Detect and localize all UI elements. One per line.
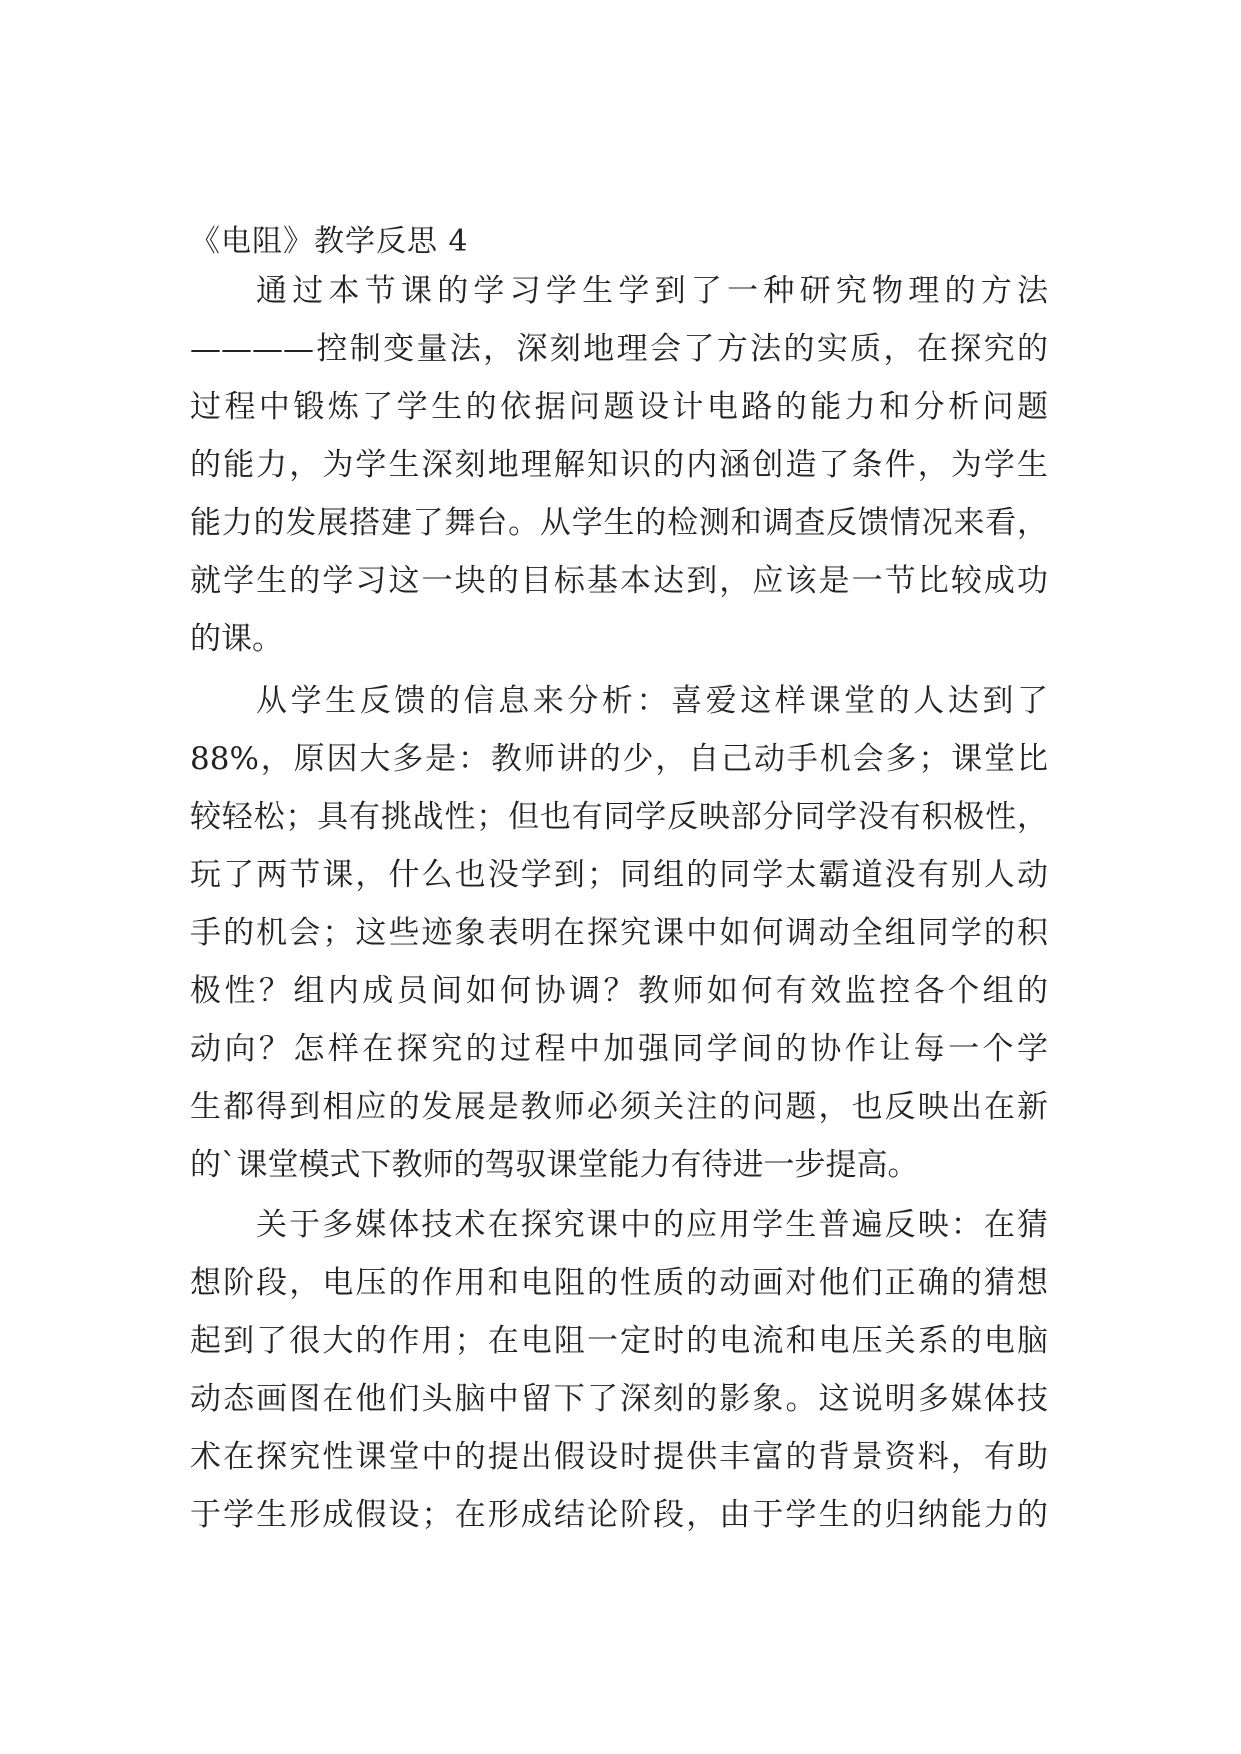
text-line: 较轻松；具有挑战性；但也有同学反映部分同学没有积极性， bbox=[190, 799, 1048, 835]
text-line: 关于多媒体技术在探究课中的应用学生普遍反映：在猜 bbox=[256, 1207, 1048, 1243]
text-line: 从学生反馈的信息来分析：喜爱这样课堂的人达到了 bbox=[256, 683, 1048, 719]
text-line: 动向？怎样在探究的过程中加强同学间的协作让每一个学 bbox=[190, 1031, 1048, 1067]
text-line: 术在探究性课堂中的提出假设时提供丰富的背景资料，有助 bbox=[190, 1439, 1048, 1475]
text-line: 动态画图在他们头脑中留下了深刻的影象。这说明多媒体技 bbox=[190, 1381, 1048, 1417]
text-line: 的能力，为学生深刻地理解知识的内涵创造了条件，为学生 bbox=[190, 447, 1048, 483]
text-line: 玩了两节课，什么也没学到；同组的同学太霸道没有别人动 bbox=[190, 857, 1048, 893]
text-line: 手的机会；这些迹象表明在探究课中如何调动全组同学的积 bbox=[190, 915, 1048, 951]
text-line: 通过本节课的学习学生学到了一种研究物理的方法 bbox=[256, 273, 1048, 309]
text-line: 于学生形成假设；在形成结论阶段，由于学生的归纳能力的 bbox=[190, 1497, 1048, 1533]
text-line: 极性？组内成员间如何协调？教师如何有效监控各个组的 bbox=[190, 973, 1048, 1009]
text-line: ————控制变量法，深刻地理会了方法的实质，在探究的 bbox=[190, 331, 1048, 367]
text-line: 想阶段，电压的作用和电阻的性质的动画对他们正确的猜想 bbox=[190, 1265, 1048, 1301]
text-line: 能力的发展搭建了舞台。从学生的检测和调查反馈情况来看， bbox=[190, 505, 1048, 541]
document-title: 《电阻》教学反思 4 bbox=[190, 224, 469, 259]
text-line: 生都得到相应的发展是教师必须关注的问题，也反映出在新 bbox=[190, 1089, 1048, 1125]
text-line: 就学生的学习这一块的目标基本达到，应该是一节比较成功 bbox=[190, 563, 1048, 599]
text-line: 起到了很大的作用；在电阻一定时的电流和电压关系的电脑 bbox=[190, 1323, 1048, 1359]
text-line: 的`课堂模式下教师的驾驭课堂能力有待进一步提高。 bbox=[190, 1147, 919, 1183]
text-line: 的课。 bbox=[190, 621, 283, 657]
text-line: 过程中锻炼了学生的依据问题设计电路的能力和分析问题 bbox=[190, 389, 1048, 425]
text-line: 88%，原因大多是：教师讲的少，自己动手机会多；课堂比 bbox=[190, 741, 1048, 777]
